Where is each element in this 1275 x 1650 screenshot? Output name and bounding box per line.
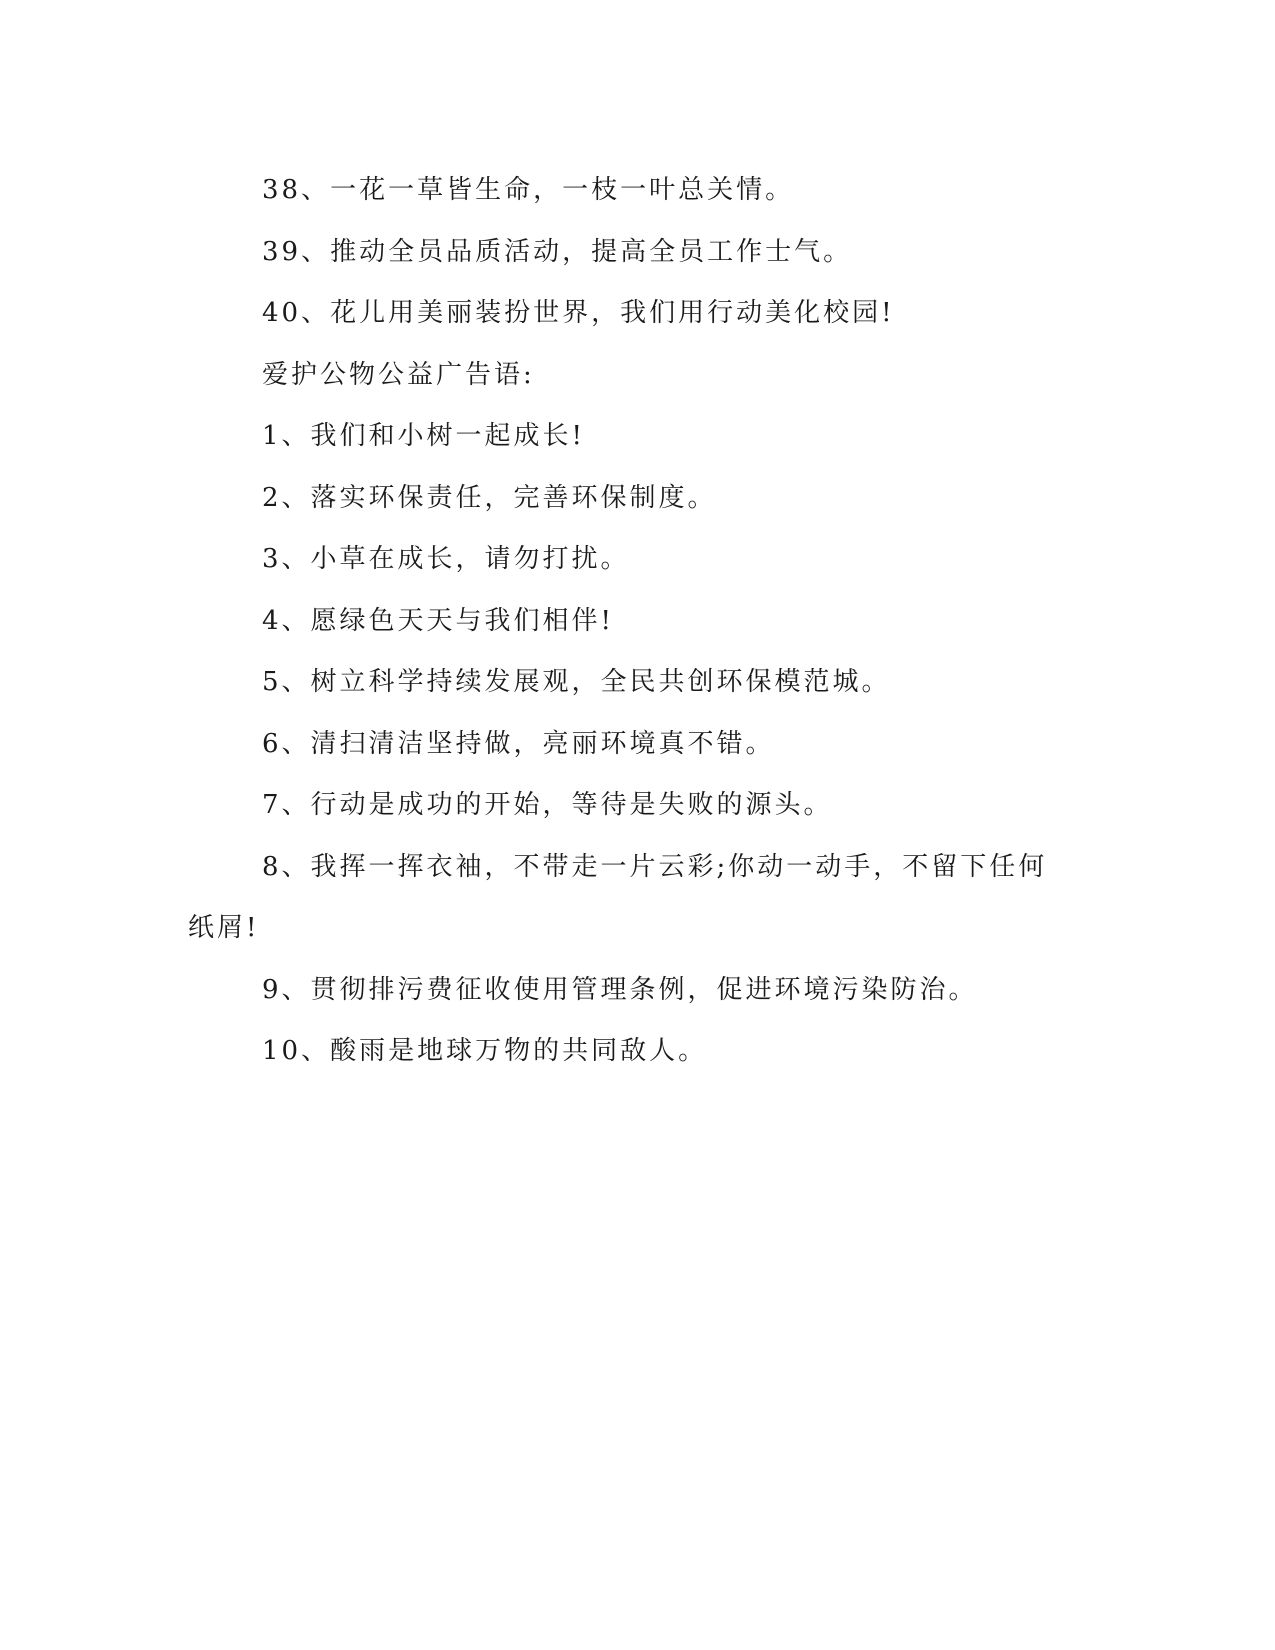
slogan-2: 2、落实环保责任，完善环保制度。 [262,482,717,513]
slogan-4: 4、愿绿色天天与我们相伴! [262,605,614,636]
slogan-3: 3、小草在成长，请勿打扰。 [262,544,630,574]
slogan-38: 38、一花一草皆生命，一枝一叶总关情。 [262,175,795,205]
slogan-1: 1、我们和小树一起成长! [262,421,585,451]
slogan-40: 40、花儿用美丽装扮世界，我们用行动美化校园! [262,298,895,328]
slogan-9: 9、贯彻排污费征收使用管理条例，促进环境污染防治。 [262,974,978,1005]
document-body [188,160,1068,1083]
slogan-10: 10、酸雨是地球万物的共同敌人。 [262,1036,708,1066]
section-heading: 爱护公物公益广告语: [262,359,535,390]
slogan-7: 7、行动是成功的开始，等待是失败的源头。 [262,790,833,820]
slogan-6: 6、清扫清洁坚持做，亮丽环境真不错。 [262,728,775,759]
slogan-5: 5、树立科学持续发展观，全民共创环保模范城。 [262,667,891,697]
slogan-8: 8、我挥一挥衣袖，不带走一片云彩;你动一动手，不留下任何纸屑! [188,851,1048,943]
slogan-39: 39、推动全员品质活动，提高全员工作士气。 [262,236,853,267]
